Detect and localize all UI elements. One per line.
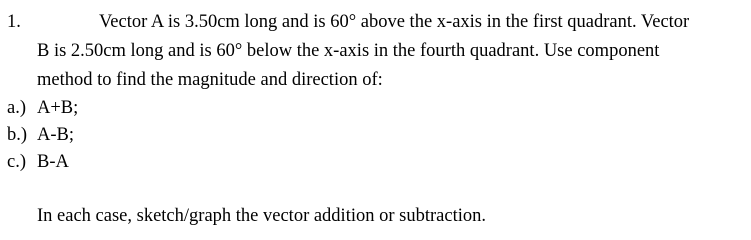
- part-c-text: B-A: [37, 152, 69, 172]
- problem-number: 1.: [7, 12, 21, 32]
- part-b: [7, 124, 74, 146]
- part-b-label: b.): [7, 125, 28, 145]
- part-c-label: c.): [7, 152, 26, 172]
- part-a-text: A+B;: [37, 98, 79, 118]
- statement-line-2: B is 2.50cm long and is 60° below the x-axis in the fourth quadrant. Use component: [37, 41, 660, 61]
- statement-line-3: method to find the magnitude and direction of:: [37, 70, 383, 90]
- part-a: [7, 97, 78, 119]
- part-a-label: a.): [7, 98, 26, 118]
- part-b-text: A-B;: [37, 125, 74, 145]
- statement-line-1: Vector A is 3.50cm long and is 60° above the x-axis in the first quadrant. Vector: [99, 12, 690, 32]
- part-c: [7, 151, 69, 173]
- instruction-text: In each case, sketch/graph the vector addition or subtraction.: [37, 206, 486, 226]
